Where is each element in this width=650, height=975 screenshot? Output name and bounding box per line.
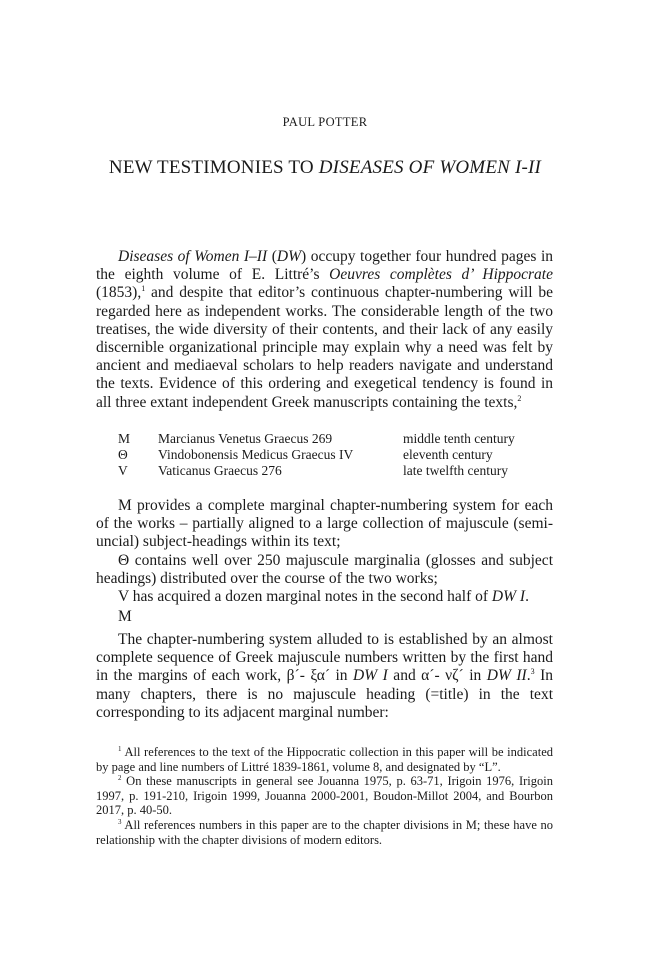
text-run: The chapter-numbering system alluded to is established by an almost complete sequence of Greek majuscule numbers written by the first hand in the margins of each work, β´- ξα´ in — [96, 631, 553, 685]
running-head-author: PAUL POTTER — [282, 115, 368, 129]
manuscript-row — [118, 463, 558, 479]
footnote-text: On these manuscripts in general see Jouanna 1975, p. 63-71, Irigoin 1976, Irigoin 1997, p. 191-210, Irigoin 1999, Jouanna 2000-2001, Boudon-Millot 2004, and Bourbon 2017, p. 40-50. — [96, 774, 553, 818]
abbreviation-italic: DW II — [486, 667, 527, 685]
ms-siglum: Θ — [118, 447, 128, 462]
abbreviation-italic: DW I — [353, 667, 388, 685]
text-run: and despite that editor’s continuous chapter-numbering will be regarded here as independent works. The considerable length of the two treatises, the wide diversity of their contents, and their lack of any easily discernible organizational principle may explain why a need was felt by ancient and mediaeval scholars to help readers navigate and understand the texts. Evidence of this ordering and exegetical tendency is found in all three extant independent Greek manuscripts containing the texts, — [96, 284, 553, 411]
manuscript-list — [118, 431, 558, 479]
text-run: V has acquired a dozen marginal notes in the second half of — [118, 588, 492, 606]
section-heading: M — [118, 608, 132, 625]
ms-date: eleventh century — [403, 447, 493, 462]
manuscript-row — [118, 447, 558, 463]
manuscript-row — [118, 431, 558, 447]
manuscript-descriptions — [96, 497, 553, 606]
text-run: . — [526, 667, 531, 685]
ms-siglum: M — [118, 431, 131, 446]
footnote-number: 1 — [118, 744, 122, 753]
ms-date: middle tenth century — [403, 431, 515, 446]
ms-name: Vaticanus Graecus 276 — [158, 463, 282, 478]
footnotes — [96, 745, 553, 847]
footnote — [96, 745, 553, 774]
footnote-number: 3 — [118, 817, 122, 826]
footnote-ref[interactable]: 2 — [517, 393, 522, 403]
ms-date: late twelfth century — [403, 463, 508, 478]
article-title — [0, 157, 650, 179]
footnote-ref[interactable]: 1 — [141, 284, 146, 294]
text-run: ( — [267, 248, 277, 265]
footnote-number: 2 — [118, 774, 122, 783]
title-prefix: NEW TESTIMONIES TO — [108, 157, 319, 178]
footnote — [96, 774, 553, 818]
ms-name: Marcianus Venetus Graecus 269 — [158, 431, 333, 446]
footnote — [96, 818, 553, 847]
ms-name: Vindobonensis Medicus Graecus IV — [158, 447, 354, 462]
edition-title-italic: Oeuvres complètes d’ Hippocrate — [329, 266, 553, 284]
text-run: (1853), — [96, 284, 142, 302]
title-italic: DISEASES OF WOMEN I-II — [318, 157, 542, 178]
footnote-text: All references to the text of the Hippocratic collection in this paper will be indicated by page and line numbers of Littré 1839-1861, volume 8, and designated by “L”. — [96, 745, 553, 774]
text-run: ) occupy together four hundred pages in the eighth volume of E. Littré’s — [96, 248, 553, 284]
text-run: . — [525, 588, 529, 606]
desc-m: M provides a complete marginal chapter-numbering system for each of the works – partially aligned to a large collection of majuscule (semi-uncial) subject-headings within its text; — [96, 497, 553, 551]
desc-theta: Θ contains well over 250 majuscule marginalia (glosses and subject headings) distributed over the course of the two works; — [96, 551, 553, 587]
ms-siglum: V — [118, 463, 128, 478]
abbreviation-italic: DW I — [491, 588, 526, 606]
text-run: and α´- νζ´ in — [387, 667, 487, 685]
intro-paragraph — [96, 248, 553, 412]
chapter-numbering-paragraph — [96, 631, 553, 722]
text-run: In many chapters, there is no majuscule heading (=title) in the text corresponding to its adjacent marginal number: — [96, 667, 554, 721]
footnote-ref[interactable]: 3 — [530, 667, 535, 677]
work-title-italic: Diseases of Women I–II — [118, 248, 268, 265]
footnote-text: All references numbers in this paper are to the chapter divisions in M; these have no relationship with the chapter divisions of modern editors. — [96, 817, 553, 847]
desc-v — [96, 588, 553, 606]
abbreviation-italic: DW — [276, 248, 301, 265]
